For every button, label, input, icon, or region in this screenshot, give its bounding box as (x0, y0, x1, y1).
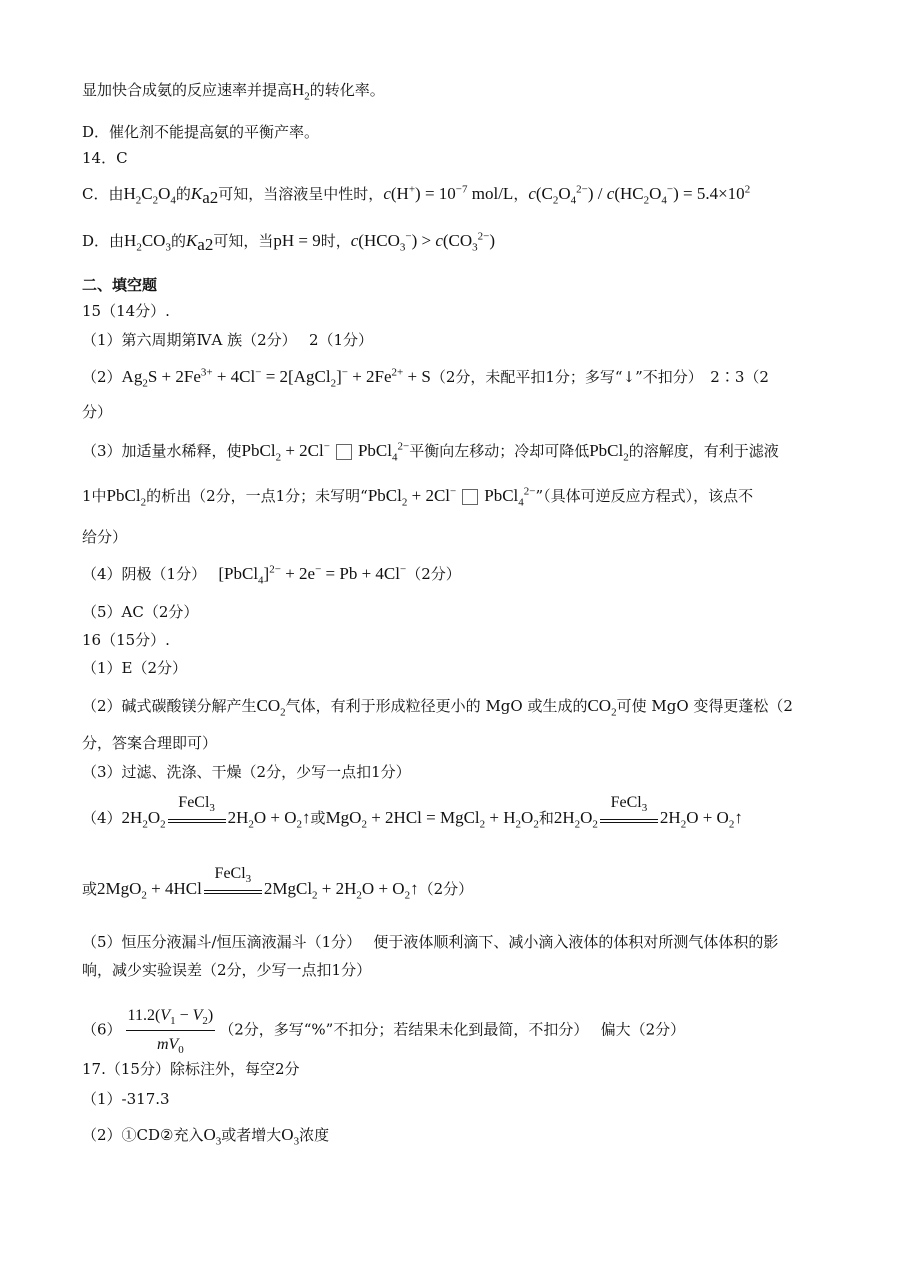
text-line: C．由$H_2C_2O_4$的$K_{a2}$可知，当溶液呈中性时，$c(H^+) = 10^{-7}$ mol/L，$c(C_2O_4^{2-}) / c(HC_2O_4^-) = 5.4\times 10^2$ (82, 183, 751, 207)
text-line: 1中PbCl$_2$的析出（2分，一点1分；未写明“PbCl$_2$ + 2Cl− PbCl$_4^{2-}$”（具体可逆反应方程式），该点不 (82, 485, 754, 509)
text-line: （5）恒压分液漏斗/恒压滴液漏斗（1分） 便于液体顺利滴下、减小滴入液体的体积对所测气体体积的影 (82, 933, 779, 951)
text-line: （4）阴极（1分） [PbCl$_4$]$^{2-}$ + 2e− = Pb + 4Cl−（2分） (82, 563, 461, 587)
text-line: （1）-317.3 (82, 1090, 170, 1108)
text-line: D．由$H_2CO_3$的$K_{a2}$可知，当pH = 9时，$c(HCO_3^-) > c(CO_3^{2-})$ (82, 230, 496, 254)
text-line: $(2)Ag_2S + 2Fe^{3+} + 4Cl^-$ = 2[AgCl$_2$]− + $2Fe^{2+} + S(2$分，未配平扣1分；多写“↓”不扣分） 2∶3（2 (82, 366, 769, 390)
text-line: （6） $\frac{11.2(V_1 - V_2)}{mV_0}$ （2分，多写“%”不扣分；若结果未化到最简，不扣分） 偏大（2分） (82, 1004, 685, 1057)
text-line: （3）加适量水稀释，使PbCl$_2$ + 2Cl− PbCl$_4^{2-}$平衡向左移动；冷却可降低PbCl$_2$的溶解度，有利于滤液 (82, 440, 779, 464)
text-line: 给分） (82, 528, 128, 546)
text-line: $(4)2H_2O_2$ FeCl$_3$ $2H_2O$ + $O_2↑$或MgO$_2$ + 2HCl = MgCl$_2$ + $H_2O_2$和$2H_2O_2$ FeCl$_3$ $2H_2O$ + $O_2↑$ (82, 794, 743, 831)
question-15-heading: 15（14分）. (82, 302, 170, 320)
text-line: （1）第六周期第ⅣA 族（2分） 2（1分） (82, 331, 374, 349)
text-line: 分） (82, 403, 113, 421)
text-line: （1）E（2分） (82, 659, 188, 677)
section-heading: 二、填空题 (82, 276, 158, 294)
text-line: （3）过滤、洗涤、干燥（2分，少写一点扣1分） (82, 763, 411, 781)
text-line: 响，减少实验误差（2分，少写一点扣1分） (82, 961, 372, 979)
question-16-heading: 16（15分）. (82, 631, 170, 649)
text-line: 或2MgO$_2$ + 4HCl FeCl$_3$ 2MgCl$_2$ + $2H_2O$ + $O_2↑(2$分） (82, 865, 474, 902)
text-line: 分，答案合理即可） (82, 734, 218, 752)
text-line: D．催化剂不能提高氨的平衡产率。 (82, 123, 320, 141)
text-line: （2）碱式碳酸镁分解产生$CO_2$气体，有利于形成粒径更小的 MgO 或生成的$CO_2$可使 MgO 变得更蓬松（2 (82, 696, 793, 719)
text-line: 显加快合成氨的反应速率并提高$H_2$的转化率。 (82, 80, 385, 103)
text-line: （5）AC（2分） (82, 603, 199, 621)
question-14-answer: 14．C (82, 149, 128, 167)
text-line: （2）①CD②充入$O_3$或者增大$O_3$浓度 (82, 1125, 330, 1148)
question-17-heading: 17.（15分）除标注外，每空2分 (82, 1060, 300, 1078)
